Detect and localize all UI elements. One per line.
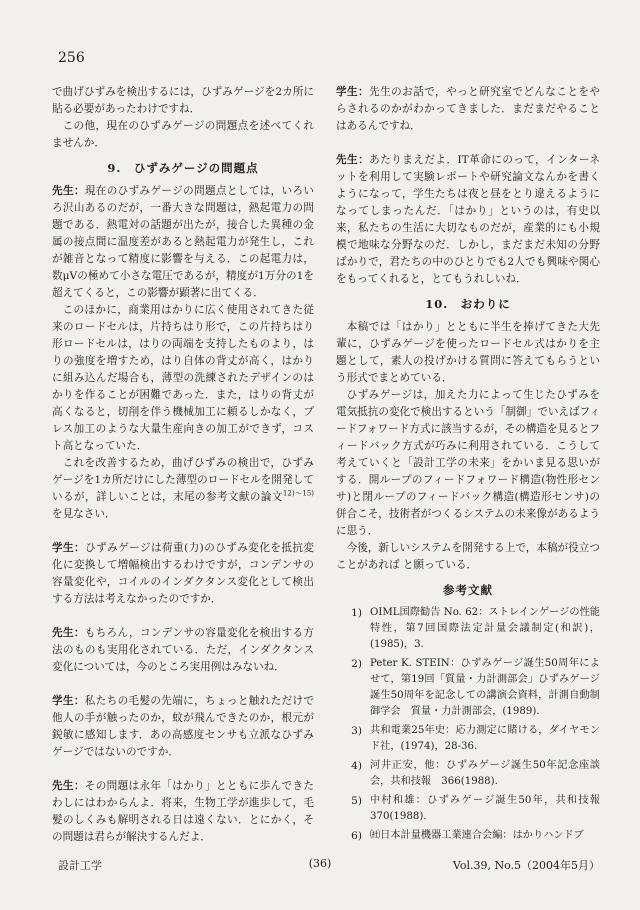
reference-item [336,605,600,653]
reference-item [336,656,600,720]
paragraph-text: これを改善するため，曲げひずみの検出で，ひずみゲージを1カ所だけにした薄型のロードセルを開発しているが，詳しいことは，末尾の参考文献の論文 [52,457,314,503]
speaker-label: 学生： [336,86,370,98]
speaker-label: 先生： [336,154,370,166]
citation-superscript: 12)～15) [282,489,315,498]
reference-text: Peter K. STEIN：ひずみゲージ誕生50周年によせて，第19回「質量・力計測部会」ひずみゲージ誕生50周年を記念しての講演会資料，計測自動制御学会 質量・力計測部会，(1989). [370,658,600,717]
paragraph: この他，現在のひずみゲージの問題点を述べてくれませんか． [52,120,314,149]
dialogue-text: 先生のお話で，やっと研究室でどんなことをやらされるのかがわかってきました．まだまだやることはあるんですね． [336,86,601,132]
dialogue-student [52,693,314,761]
dialogue-text: あたりまえだよ．IT革命にのって，インターネットを利用して実験レポートや研究論文なんかを書くようになって，学生たちは夜と昼をとり違えるようになってしまったんだ．「はかり」というのは，有史以来，私たちの生活に大切なものだが，産業的にも小規模で地味な分野なのだ．しかし，まだまだ未知の分野ばかりで，君たちの中のひとりでも2人でも興味や関心をもってくれると，とてもうれしいね． [336,154,601,285]
paragraph-text: を見なさい． [52,508,116,520]
reference-text: ㈳日本計量機器工業連合会編：はかりハンドブ [370,830,584,841]
speaker-label: 学生： [52,695,85,707]
reference-number: 3) [351,725,362,737]
section-heading-10: 10. おわりに [425,297,511,311]
reference-number: 2) [351,658,362,670]
speaker-label: 学生： [52,542,86,554]
dialogue-text: その問題は永年「はかり」とともに歩んできたわしにはわからんよ．将来，生物工学が進歩して，毛髪のしくみも解明される日は遠くない．とにかく，その問題は君らが解決するんだよ． [52,780,315,843]
reference-item [336,793,600,825]
dialogue-teacher [52,778,314,846]
paragraph: 本稿では「はかり」とともに半生を捧げてきた大先輩に，ひずみゲージを使ったロードセル式はかりを主題として，素人の投げかける質問に答えてもらうという形式でまとめている． [336,321,600,384]
dialogue-text: 私たちの毛髪の先端に，ちょっと触れただけで他人の手が触ったのか，蚊が飛んできたのか，根元が鋭敏に感知します．あの高感度センサも立派なひずみゲージではないのですか． [52,695,315,758]
reference-text: 共和電業25年史：応力測定に賭ける，ダイヤモンド社，(1974)，28-36. [370,725,600,752]
paragraph [52,455,314,523]
paragraph: このほかに，商業用はかりに広く使用されてきた従来のロードセルは，片持ちはり形で，この片持ちはり形ロードセルは，はりの両端を支持したものより，はりの強度を増すため，はり自体の背丈が高く，はかりに組み込んだ場合も，薄型の洗練されたデザインのはかりを作ることが困難であった．また，はりの背丈が高くなると，切削を伴う機械加工に頼るしかなく，プレス加工のような大量生産向きの加工ができず，コスト高となっていた． [52,304,314,452]
reference-number: 6) [351,830,362,842]
reference-text: 河井正安，他：ひずみゲージ誕生50年記念座談会，共和技報 366(1988). [370,760,600,787]
reference-item [336,758,600,790]
reference-number: 4) [351,760,362,772]
reference-text: OIML国際勧告 No. 62：ストレインゲージの性能特性，第7回国際法定計量会議制定(和訳)，(1985)，3. [370,607,600,650]
dialogue-student [52,540,314,608]
dialogue-teacher [52,625,314,676]
page-number: 256 [58,50,85,66]
reference-text: 中村和雄：ひずみゲージ誕生50年，共和技報370(1988). [370,795,600,822]
reference-number: 5) [351,795,362,807]
left-column [52,84,314,846]
dialogue-teacher [336,152,600,288]
paragraph: 今後，新しいシステムを開発する上で，本稿が役立つことがあれば と願っている． [336,542,600,571]
section-heading-9: 9. ひずみゲージの問題点 [107,161,259,175]
right-column [336,84,600,848]
paragraph: で曲げひずみを検出するには，ひずみゲージを2カ所に貼る必要があったわけですね． [52,86,314,115]
footer-journal-title: 設計工学 [58,859,102,872]
speaker-label: 先生： [52,780,85,792]
dialogue-teacher [52,183,314,302]
footer-page-number: (36) [308,857,332,870]
dialogue-text: ひずみゲージは荷重(力)のひずみ変化を抵抗変化に変換して増幅検出するわけですが，コンデンサの容量変化や，コイルのインダクタンス変化として検出する方法は考えなかったのですか． [52,542,315,605]
dialogue-text: 現在のひずみゲージの問題点としては，いろいろ沢山あるのだが，一番大きな問題は，熱起電力の問題である．熱電対の話題が出たが，接合した異種の金属の接点間に温度差があると熱起電力が発生し，これが雑音となって精度に影響を与える．この起電力は，数μVの極めて小さな電圧であるが，精度が1万分の1を超えてくると，この影響が顕著に出てくる． [52,185,314,299]
references-heading: 参考文献 [443,583,493,597]
paragraph: ひずみゲージは，加えた力によって生じたひずみを電気抵抗の変化で検出するという「制御」でいえばフィードフォワード方式に該当するが，その構造を見るとフィードバック方式が巧みに利用されている．こうして考えていくと「設計工学の未来」をかいま見る思いがする．開ループのフィードフォワード構造(物性形センサ)と閉ループのフィードバック構造(構造形センサ)の併合こそ，技術者がつくるシステムの未来像があるように思う． [336,389,600,537]
speaker-label: 先生： [52,185,85,197]
dialogue-student [336,84,600,135]
reference-number: 1) [351,607,362,619]
reference-item [336,723,600,755]
dialogue-text: もちろん，コンデンサの容量変化を検出する方法のものも実用化されている．ただ，インダクタンス変化については，今のところ実用例はみないね． [52,627,314,673]
speaker-label: 先生： [52,627,85,639]
footer-issue: Vol.39, No.5（2004年5月） [452,859,600,872]
reference-item [336,828,600,845]
reference-list [336,605,600,845]
